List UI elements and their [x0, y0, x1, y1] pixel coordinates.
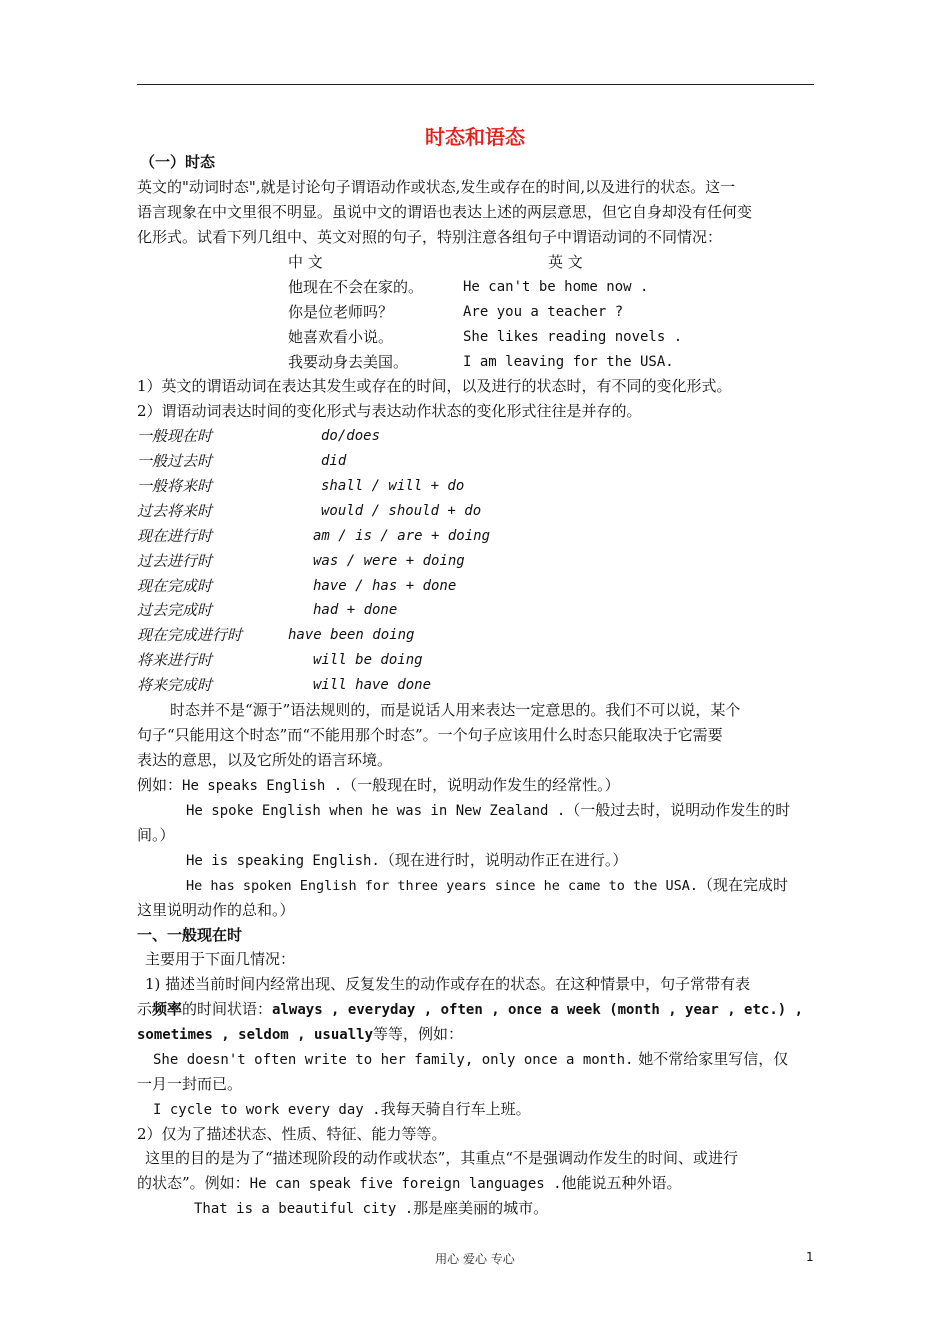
body-line: 1) 描述当前时间内经常出现、反复发生的动作或存在的状态。在这种情景中，句子常带有表: [145, 975, 751, 993]
tense-name: 一般过去时: [137, 452, 213, 470]
tense-name: 一般现在时: [137, 427, 213, 445]
text-fragment: 的状态”。例如：: [137, 1174, 250, 1192]
example-en: She doesn't often write to her family, only once a month.: [153, 1052, 634, 1068]
frequency-adverbs: sometimes , seldom , usually: [137, 1027, 374, 1043]
example-en: He has spoken English for three years since he came to the USA.: [186, 878, 699, 894]
intro-line: 语言现象在中文里很不明显。虽说中文的谓语也表达上述的两层意思，但它自身却没有任何变: [137, 203, 753, 221]
tense-form: did: [321, 453, 347, 469]
table-cell-cn: 他现在不会在家的。: [288, 278, 424, 296]
example-label: 例如：: [137, 776, 183, 794]
example-line: [194, 1198, 548, 1219]
table-cell-cn: 我要动身去美国。: [288, 353, 409, 371]
example-en: He spoke English when he was in New Zealand .: [186, 803, 566, 819]
example-line: [153, 1049, 788, 1070]
body-line: [137, 1024, 463, 1045]
example-cn: （一般现在时，说明动作发生的经常性。）: [342, 776, 620, 794]
tense-form: have / has + done: [313, 578, 457, 594]
table-cell-en: I am leaving for the USA.: [463, 354, 674, 370]
tense-form: have been doing: [288, 627, 415, 643]
example-line: 一月一封而已。: [137, 1075, 243, 1093]
tense-name: 将来进行时: [137, 651, 213, 669]
section-heading-simple-present: 一、一般现在时: [137, 926, 243, 944]
page-footer: 用心 爱心 专心: [435, 1252, 515, 1266]
page-title: 时态和语态: [425, 125, 525, 149]
body-line: 句子“只能用这个时态”而“不能用那个时态”。一个句子应该用什么时态只能取决于它需要: [137, 726, 723, 744]
text-fragment: 示: [137, 1000, 153, 1018]
bold-keyword: 频率: [152, 1000, 183, 1018]
example-line: [137, 775, 620, 796]
page-number: 1: [806, 1250, 814, 1264]
example-line: [186, 850, 627, 871]
tense-form: had + done: [313, 602, 398, 618]
body-line: 2）仅为了描述状态、性质、特征、能力等等。: [137, 1125, 447, 1143]
example-cn: 我每天骑自行车上班。: [380, 1100, 531, 1118]
intro-line: 化形式。试看下列几组中、英文对照的句子，特别注意各组句子中谓语动词的不同情况：: [137, 228, 723, 246]
example-cn: （现在进行时，说明动作正在进行。）: [379, 851, 628, 869]
example-en: That is a beautiful city .: [194, 1201, 414, 1217]
example-line: [186, 800, 790, 821]
tense-name: 现在完成时: [137, 577, 213, 595]
tense-form: shall / will + do: [321, 478, 465, 494]
body-line: 主要用于下面几情况：: [145, 950, 296, 968]
text-fragment: 等等，例如：: [373, 1025, 464, 1043]
body-line: 这里的目的是为了“描述现阶段的动作或状态”，其重点“不是强调动作发生的时间、或进行: [145, 1149, 739, 1167]
table-cell-en: He can't be home now .: [463, 279, 649, 295]
example-cn: 他能说五种外语。: [561, 1174, 682, 1192]
example-cn: （一般过去时，说明动作发生的时: [565, 801, 791, 819]
table-header-cn: 中 文: [288, 253, 323, 271]
text-fragment: 的时间状语：: [182, 1000, 273, 1018]
table-cell-cn: 她喜欢看小说。: [288, 328, 394, 346]
example-line: [186, 875, 788, 896]
example-line: [153, 1099, 531, 1120]
body-line: 表达的意思，以及它所处的语言环境。: [137, 751, 393, 769]
body-line: 时态并不是“源于”语法规则的，而是说话人用来表达一定意思的。我们不可以说，某个: [170, 701, 741, 719]
table-header-en: 英 文: [548, 253, 583, 271]
example-en: I cycle to work every day .: [153, 1102, 381, 1118]
tense-name: 现在进行时: [137, 527, 213, 545]
tense-name: 将来完成时: [137, 676, 213, 694]
tense-form: will have done: [313, 677, 432, 693]
frequency-adverbs: always , everyday , often , once a week (month , year , etc.) ,: [272, 1002, 804, 1018]
intro-line: 英文的"动词时态",就是讨论句子谓语动作或状态,发生或存在的时间,以及进行的状态。这一: [137, 178, 736, 196]
section-heading-tense: （一）时态: [140, 153, 216, 171]
tense-name: 一般将来时: [137, 477, 213, 495]
example-en: He is speaking English.: [186, 853, 380, 869]
tense-name: 过去进行时: [137, 552, 213, 570]
tense-form: will be doing: [313, 652, 423, 668]
example-line: 这里说明动作的总和。）: [137, 901, 295, 919]
table-cell-en: She likes reading novels .: [463, 329, 683, 345]
tense-name: 过去将来时: [137, 502, 213, 520]
point-line: 2）谓语动词表达时间的变化形式与表达动作状态的变化形式往往是并存的。: [137, 402, 642, 420]
tense-form: do/does: [321, 428, 381, 444]
example-cn: 那是座美丽的城市。: [413, 1199, 549, 1217]
example-line: [137, 1173, 682, 1194]
example-cn: （现在完成时: [698, 876, 789, 894]
tense-name: 现在完成进行时: [137, 626, 243, 644]
example-en: He can speak five foreign languages .: [249, 1176, 562, 1192]
example-en: He speaks English .: [182, 778, 343, 794]
tense-form: was / were + doing: [313, 553, 465, 569]
body-line: [137, 999, 803, 1020]
example-line: 间。）: [137, 826, 175, 844]
table-cell-cn: 你是位老师吗？: [288, 303, 394, 321]
table-cell-en: Are you a teacher ?: [463, 304, 624, 320]
tense-form: would / should + do: [321, 503, 482, 519]
example-cn: 她不常给家里写信，仅: [638, 1050, 789, 1068]
point-line: 1）英文的谓语动词在表达其发生或存在的时间，以及进行的状态时，有不同的变化形式。: [137, 377, 732, 395]
tense-name: 过去完成时: [137, 601, 213, 619]
header-rule: [137, 84, 814, 85]
tense-form: am / is / are + doing: [313, 528, 491, 544]
